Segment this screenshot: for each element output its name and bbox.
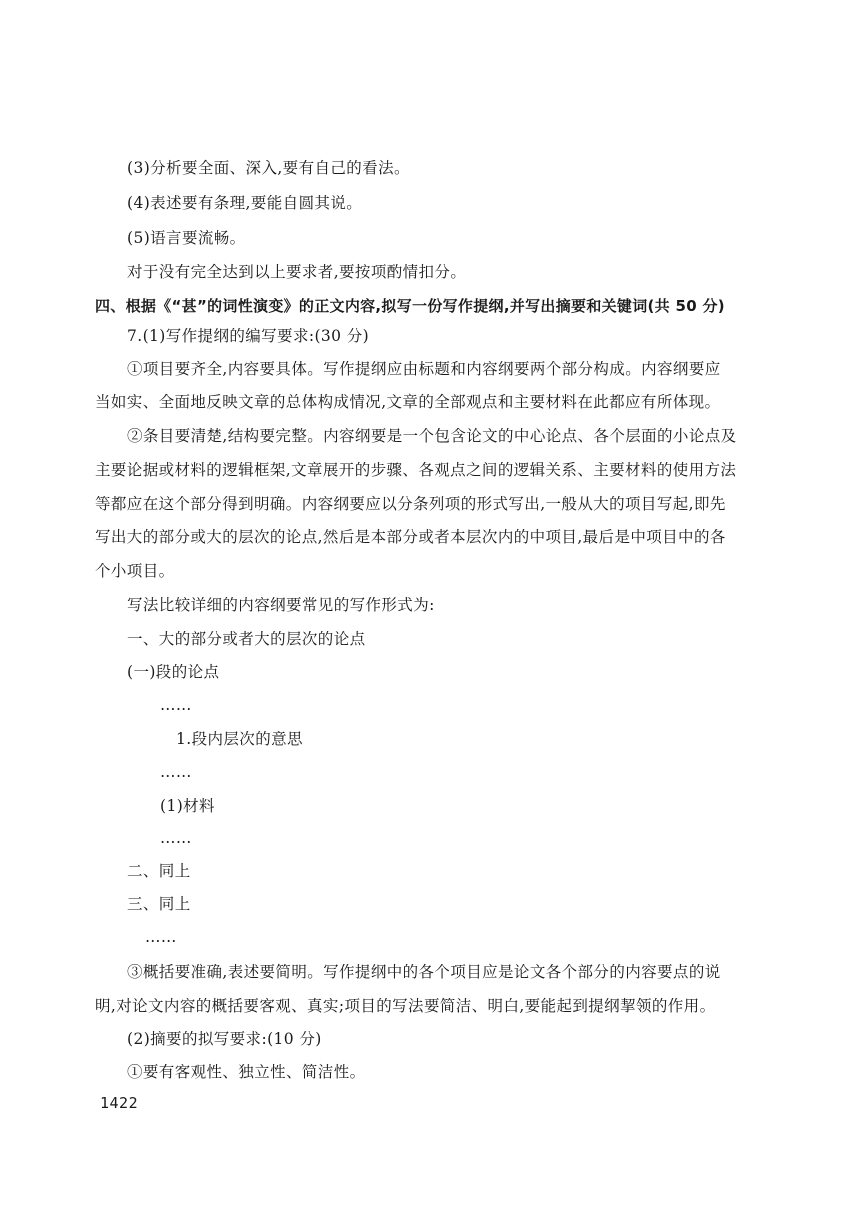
text-line: 明,对论文内容的概括要客观、真实;项目的写法要简洁、明白,要能起到提纲挈领的作用。: [95, 997, 716, 1015]
text-line: ②条目要清楚,结构要完整。内容纲要是一个包含论文的中心论点、各个层面的小论点及: [127, 427, 737, 445]
section-heading: 四、根据《“甚”的词性演变》的正文内容,拟写一份写作提纲,并写出摘要和关键词(共 50 分): [95, 297, 725, 315]
text-line: (2)摘要的拟写要求:(10 分): [127, 1030, 322, 1048]
text-line: 写出大的部分或大的层次的论点,然后是本部分或者本层次内的中项目,最后是中项目中的各: [95, 528, 726, 546]
outline-level-4: (1)材料: [160, 797, 215, 815]
ellipsis: ……: [160, 829, 192, 847]
text-line: 当如实、全面地反映文章的总体构成情况,文章的全部观点和主要材料在此都应有所体现。: [95, 393, 721, 411]
text-line: 主要论据或材料的逻辑框架,文章展开的步骤、各观点之间的逻辑关系、主要材料的使用方法: [95, 461, 737, 479]
text-line: ①项目要齐全,内容要具体。写作提纲应由标题和内容纲要两个部分构成。内容纲要应: [127, 360, 721, 378]
text-line: 7.(1)写作提纲的编写要求:(30 分): [127, 327, 370, 345]
text-line: 对于没有完全达到以上要求者,要按项酌情扣分。: [127, 263, 467, 281]
ellipsis: ……: [160, 763, 192, 781]
text-line: 个小项目。: [95, 562, 175, 580]
outline-level-1: 三、同上: [127, 895, 191, 913]
ellipsis: ……: [160, 696, 192, 714]
text-line: ①要有客观性、独立性、简洁性。: [127, 1063, 366, 1081]
text-line: (3)分析要全面、深入,要有自己的看法。: [127, 159, 410, 177]
text-line: 等都应在这个部分得到明确。内容纲要应以分条列项的形式写出,一般从大的项目写起,即先: [95, 495, 726, 513]
text-line: (5)语言要流畅。: [127, 229, 246, 247]
ellipsis: ……: [145, 928, 177, 946]
page-number: 1422: [100, 1094, 139, 1112]
outline-level-3: 1.段内层次的意思: [176, 730, 303, 748]
outline-level-1: 二、同上: [127, 862, 191, 880]
outline-level-2: (一)段的论点: [127, 663, 220, 681]
text-line: (4)表述要有条理,要能自圆其说。: [127, 194, 363, 212]
outline-level-1: 一、大的部分或者大的层次的论点: [127, 630, 366, 648]
text-line: 写法比较详细的内容纲要常见的写作形式为:: [127, 596, 435, 614]
text-line: ③概括要准确,表述要简明。写作提纲中的各个项目应是论文各个部分的内容要点的说: [127, 963, 721, 981]
